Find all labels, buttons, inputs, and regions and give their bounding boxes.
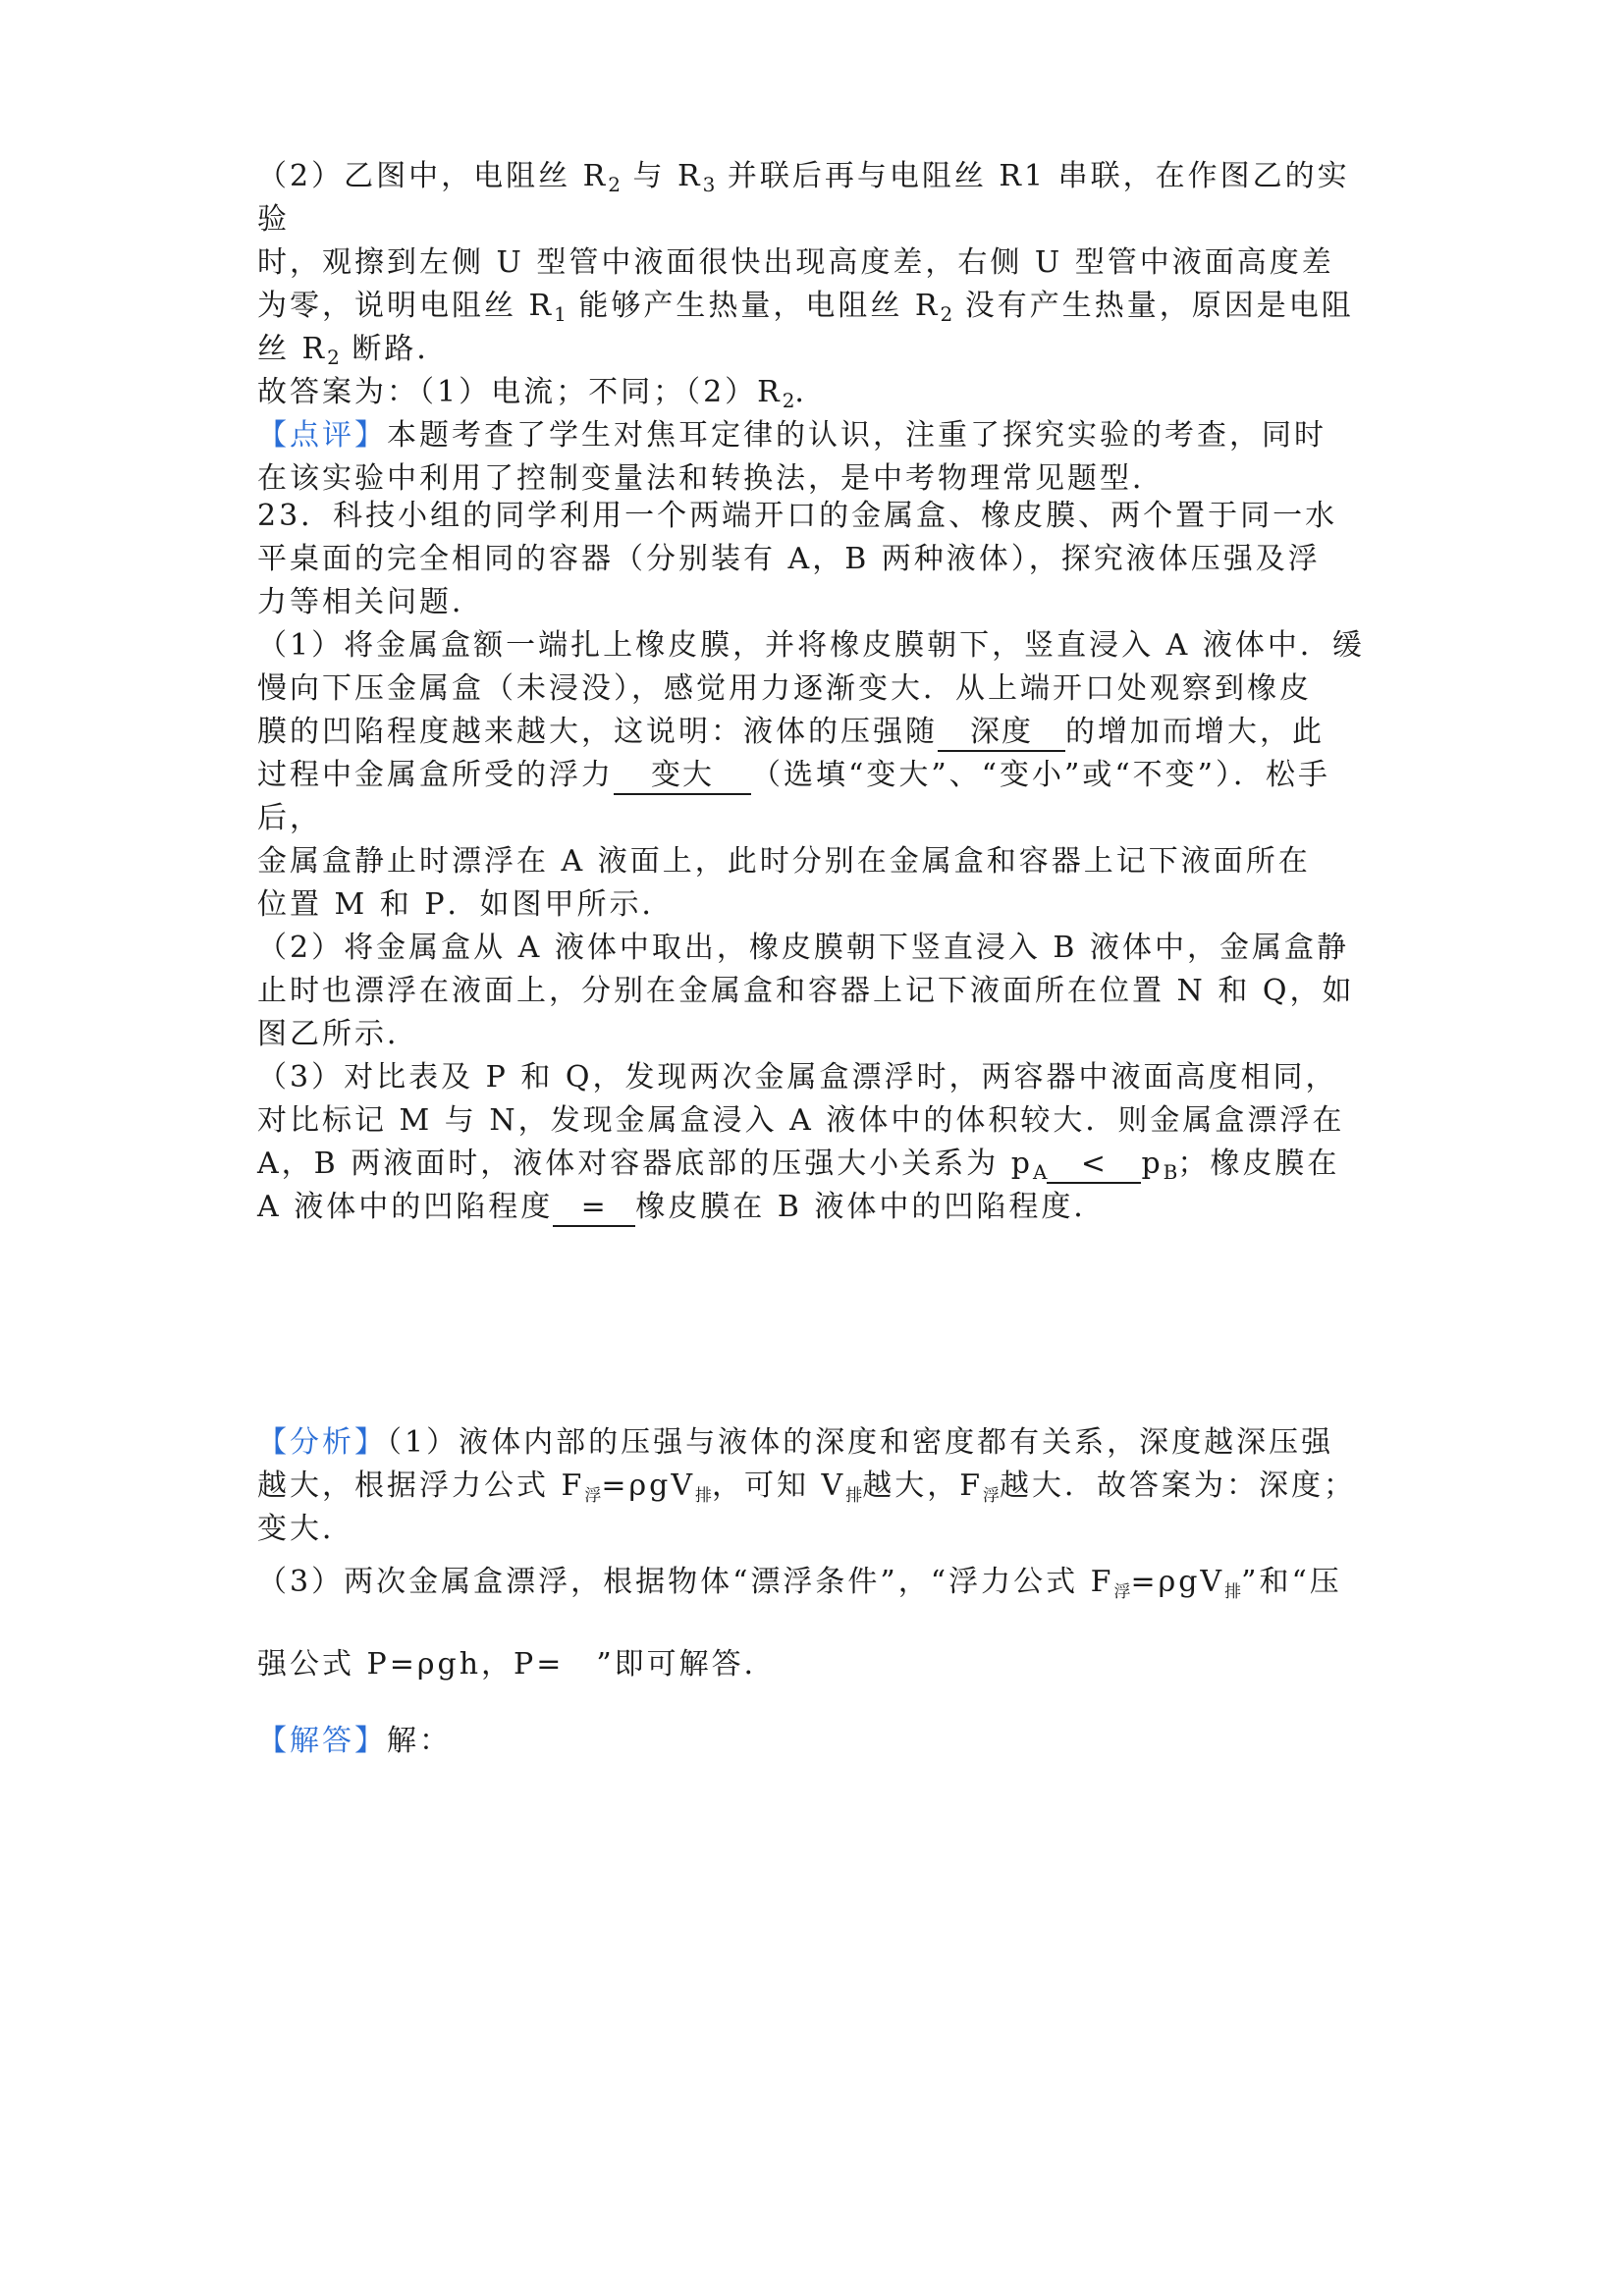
- question-line: [257, 538, 1377, 581]
- analysis-line: [257, 1465, 1377, 1508]
- subscript: 浮: [584, 1486, 602, 1506]
- answer-blank-depth: 深度: [938, 715, 1065, 752]
- answer-blank-pressure: <: [1047, 1147, 1141, 1184]
- text: 为零，说明电阻丝 R: [257, 289, 555, 323]
- text: 金属盒静止时漂浮在 A 液面上，此时分别在金属盒和容器上记下液面所在: [257, 844, 1311, 879]
- text: ”和“压: [1241, 1565, 1342, 1599]
- text: 图乙所示．: [257, 1017, 419, 1051]
- part-3-line: [257, 1056, 1377, 1099]
- text: 23．科技小组的同学利用一个两端开口的金属盒、橡皮膜、两个置于同一水: [257, 499, 1338, 533]
- review-label: 【点评】: [257, 418, 387, 453]
- subscript: 2: [608, 173, 621, 196]
- text: ，可知 V: [712, 1468, 846, 1503]
- subscript: 排: [695, 1486, 713, 1506]
- part-2-line: [257, 970, 1377, 1013]
- text: 平桌面的完全相同的容器（分别装有 A，B 两种液体），探究液体压强及浮: [257, 542, 1321, 576]
- text: 解：: [387, 1724, 452, 1758]
- text: （3）两次金属盒漂浮，根据物体“漂浮条件”，“浮力公式 F: [257, 1565, 1114, 1599]
- part-1-line: [257, 840, 1377, 883]
- text: 变大．: [257, 1512, 354, 1546]
- text: 并联后再与电阻丝 R1 串联，在作图乙的实验: [257, 159, 1350, 237]
- part-1-line: [257, 711, 1377, 754]
- text: 能够产生热量，电阻丝 R: [566, 289, 941, 323]
- paragraph-line: [257, 285, 1377, 328]
- subscript: 排: [1224, 1582, 1242, 1602]
- text: ；橡皮膜在: [1177, 1147, 1340, 1181]
- text: 的增加而增大，此: [1065, 715, 1325, 749]
- text: 对比标记 M 与 N，发现金属盒浸入 A 液体中的体积较大．则金属盒漂浮在: [257, 1103, 1345, 1138]
- text: 强公式 P=ρgh，P= ”即可解答．: [257, 1647, 777, 1682]
- text: =ρgV: [1130, 1565, 1225, 1599]
- subscript: A: [1033, 1160, 1048, 1184]
- text: （选填“变大”、“变小”或“不变”）．松手后，: [257, 758, 1331, 835]
- review-line: [257, 414, 1377, 457]
- text: 慢向下压金属盒（未浸没），感觉用力逐渐变大．从上端开口处观察到橡皮: [257, 671, 1312, 706]
- part-1-line: [257, 883, 1377, 927]
- analysis-section: [257, 1421, 1377, 1763]
- text: ．: [794, 375, 828, 409]
- part-1-line: [257, 624, 1377, 667]
- text: （1）将金属盒额一端扎上橡皮膜，并将橡皮膜朝下，竖直浸入 A 液体中．缓: [257, 628, 1365, 663]
- paragraph-line: [257, 155, 1377, 241]
- text: （1）液体内部的压强与液体的深度和密度都有关系，深度越深压强: [387, 1425, 1334, 1460]
- subscript: 浮: [983, 1486, 1001, 1506]
- text: （2）将金属盒从 A 液体中取出，橡皮膜朝下竖直浸入 B 液体中，金属盒静: [257, 931, 1349, 965]
- answer-line: [257, 371, 1377, 414]
- subscript: 2: [782, 389, 795, 412]
- subscript: 2: [940, 302, 953, 326]
- part-2-line: [257, 927, 1377, 970]
- answer-blank-buoyancy: 变大: [614, 758, 751, 795]
- analysis-line: [257, 1643, 1377, 1686]
- text: 过程中金属盒所受的浮力: [257, 758, 614, 792]
- solution-label: 【解答】: [257, 1724, 387, 1758]
- analysis-line: [257, 1421, 1377, 1465]
- text: 越大．故答案为：深度；: [1000, 1468, 1357, 1503]
- part-2-line: [257, 1013, 1377, 1056]
- part-3-line: [257, 1186, 1377, 1229]
- text: 丝 R: [257, 332, 328, 366]
- text: 故答案为：（1）电流；不同；（2）R: [257, 375, 783, 409]
- text: 在该实验中利用了控制变量法和转换法，是中考物理常见题型．: [257, 461, 1164, 496]
- subscript: B: [1163, 1160, 1178, 1184]
- text: （3）对比表及 P 和 Q，发现两次金属盒漂浮时，两容器中液面高度相同，: [257, 1060, 1338, 1095]
- text: 没有产生热量，原因是电阻: [952, 289, 1354, 323]
- text: 越大，根据浮力公式 F: [257, 1468, 585, 1503]
- text: 位置 M 和 P．如图甲所示．: [257, 887, 675, 922]
- paragraph-line: [257, 241, 1377, 285]
- solution-line: [257, 1720, 1377, 1763]
- subscript: 浮: [1113, 1582, 1131, 1602]
- text: 时，观擦到左侧 U 型管中液面很快出现高度差，右侧 U 型管中液面高度差: [257, 245, 1334, 280]
- text: 橡皮膜在 B 液体中的凹陷程度．: [635, 1190, 1107, 1224]
- text: 越大，F: [862, 1468, 984, 1503]
- subscript: 排: [845, 1486, 863, 1506]
- text: p: [1141, 1147, 1164, 1181]
- subscript: 2: [327, 346, 340, 369]
- part-1-line: [257, 667, 1377, 711]
- part-3-line: [257, 1099, 1377, 1143]
- question-line: [257, 581, 1377, 624]
- analysis-label: 【分析】: [257, 1425, 387, 1460]
- answer-blank-depression: =: [553, 1190, 635, 1227]
- analysis-line: [257, 1508, 1377, 1551]
- question-23: [257, 495, 1377, 1229]
- text: A，B 两液面时，液体对容器底部的压强大小关系为 p: [257, 1147, 1033, 1181]
- text: 膜的凹陷程度越来越大，这说明：液体的压强随: [257, 715, 938, 749]
- text: 止时也漂浮在液面上，分别在金属盒和容器上记下液面所在位置 N 和 Q，如: [257, 974, 1355, 1008]
- text: A 液体中的凹陷程度: [257, 1190, 554, 1224]
- question-line: [257, 495, 1377, 538]
- question-22-continuation: [257, 155, 1377, 501]
- paragraph-line: [257, 328, 1377, 371]
- text: 本题考查了学生对焦耳定律的认识，注重了探究实验的考查，同时: [387, 418, 1326, 453]
- text: =ρgV: [601, 1468, 696, 1503]
- text: 力等相关问题．: [257, 585, 484, 619]
- subscript: 1: [554, 302, 567, 326]
- text: 与 R: [620, 159, 703, 193]
- analysis-line: [257, 1561, 1377, 1604]
- part-1-line: [257, 754, 1377, 840]
- text: （2）乙图中，电阻丝 R: [257, 159, 609, 193]
- part-3-line: [257, 1143, 1377, 1186]
- text: 断路．: [339, 332, 450, 366]
- subscript: 3: [702, 173, 716, 196]
